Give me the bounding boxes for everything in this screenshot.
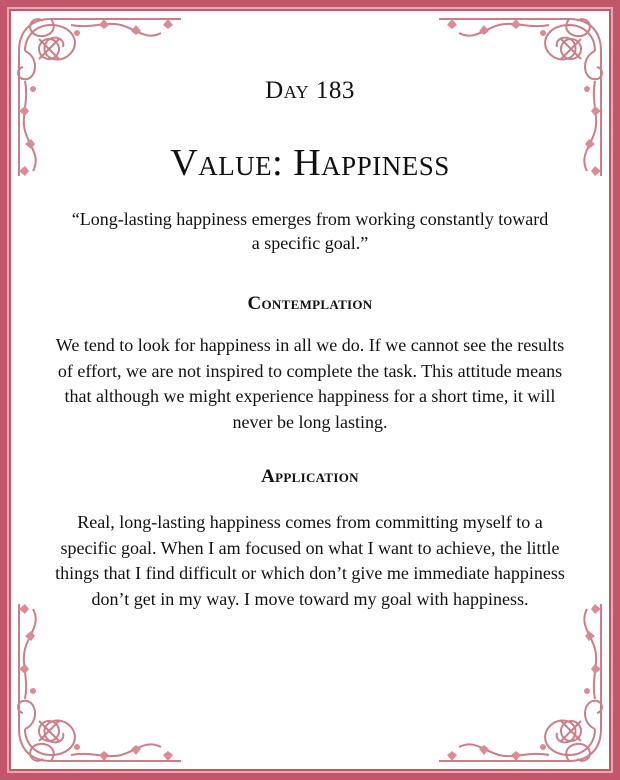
corner-ornament-bottom-left: [11, 594, 196, 769]
page: [11, 11, 609, 769]
page-title: Value: Happiness: [170, 142, 450, 184]
corner-ornament-bottom-right: [424, 594, 609, 769]
quote: “Long-lasting happiness emerges from working constantly toward a specific goal.”: [71, 209, 549, 253]
application-heading: Application: [261, 466, 359, 487]
application-body: Real, long-lasting happiness comes from committing myself to a specific goal. When I am focused on what I want to achieve, the little things that I find difficult or which don’t give me immediate happiness don’t get in my way. I move toward my goal with happiness.: [55, 512, 565, 609]
contemplation-body: We tend to look for happiness in all we do. If we cannot see the results of effort, we are not inspired to complete the task. This attitude means that although we might experience happiness for a short time, it will never be long lasting.: [55, 335, 565, 432]
day-label: Day 183: [265, 77, 355, 104]
contemplation-heading: Contemplation: [247, 293, 373, 314]
